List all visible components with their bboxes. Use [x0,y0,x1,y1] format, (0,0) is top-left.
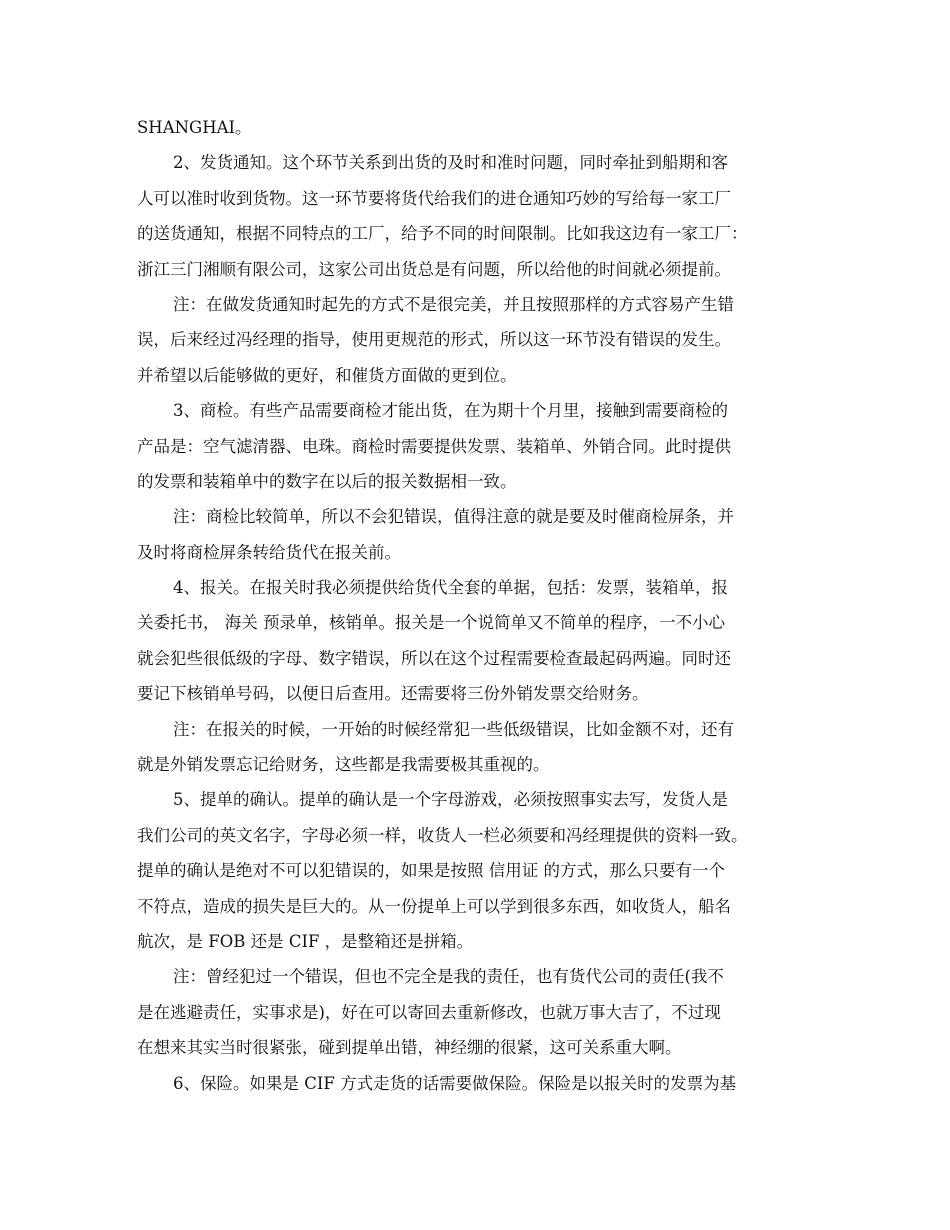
text-line: 误，后来经过冯经理的指导，使用更规范的形式，所以这一环节没有错误的发生。 [137,330,731,350]
text-line: 就是外销发票忘记给财务，这些都是我需要极其重视的。 [137,755,550,775]
text-line: 注：商检比较简单，所以不会犯错误，值得注意的就是要及时催商检屏条，并 [173,507,734,527]
text-line: 并希望以后能够做的更好，和催货方面做的更到位。 [137,365,517,385]
text-line: 注：在报关的时候，一开始的时候经常犯一些低级错误，比如金额不对，还有 [173,719,734,739]
text-line: 浙江三门湘顺有限公司，这家公司出货总是有问题，所以给他的时间就必须提前。 [137,259,731,279]
text-line: 的送货通知，根据不同特点的工厂，给予不同的时间限制。比如我这边有一家工厂： [137,224,748,244]
text-line: 及时将商检屏条转给货代在报关前。 [137,542,401,562]
document-body [137,110,813,1101]
text-line: 是在逃避责任，实事求是)，好在可以寄回去重新修改，也就万事大吉了，不过现 [137,1002,721,1022]
text-line: 提单的确认是绝对不可以犯错误的，如果是按照 信用证 的方式，那么只要有一个 [137,861,725,881]
text-line: 在想来其实当时很紧张，碰到提单出错，神经绷的很紧，这可关系重大啊。 [137,1038,682,1058]
text-line: 注：曾经犯过一个错误，但也不完全是我的责任，也有货代公司的责任(我不 [173,967,724,987]
text-line: 6、保险。如果是 CIF 方式走货的话需要做保险。保险是以报关时的发票为基 [173,1073,737,1093]
text-line: 的发票和装箱单中的数字在以后的报关数据相一致。 [137,471,517,491]
text-line: 人可以准时收到货物。这一环节要将货代给我们的进仓通知巧妙的写给每一家工厂 [137,188,731,208]
text-line: 我们公司的英文名字，字母必须一样，收货人一栏必须要和冯经理提供的资料一致。 [137,825,748,845]
text-line: 要记下核销单号码，以便日后查用。还需要将三份外销发票交给财务。 [137,684,649,704]
text-line: 3、商检。有些产品需要商检才能出货，在为期十个月里，接触到需要商检的 [173,401,728,421]
text-line: 航次，是 FOB 还是 CIF ，是整箱还是拼箱。 [137,931,474,951]
text-line: 不符点，造成的损失是巨大的。从一份提单上可以学到很多东西，如收货人，船名 [137,896,731,916]
text-line: 关委托书， 海关 预录单，核销单。报关是一个说简单又不简单的程序，一不小心 [137,613,725,633]
text-line: 产品是：空气滤清器、电珠。商检时需要提供发票、装箱单、外销合同。此时提供 [137,436,731,456]
text-line: 2、发货通知。这个环节关系到出货的及时和准时问题，同时牵扯到船期和客 [173,153,728,173]
text-line: 注：在做发货通知时起先的方式不是很完美，并且按照那样的方式容易产生错 [173,294,734,314]
text-line: 4、报关。在报关时我必须提供给货代全套的单据，包括：发票，装箱单，报 [173,578,728,598]
text-line: 就会犯些很低级的字母、数字错误，所以在这个过程需要检查最起码两遍。同时还 [137,648,731,668]
text-line: 5、提单的确认。提单的确认是一个字母游戏，必须按照事实去写，发货人是 [173,790,728,810]
text-line: SHANGHAI。 [137,118,252,137]
